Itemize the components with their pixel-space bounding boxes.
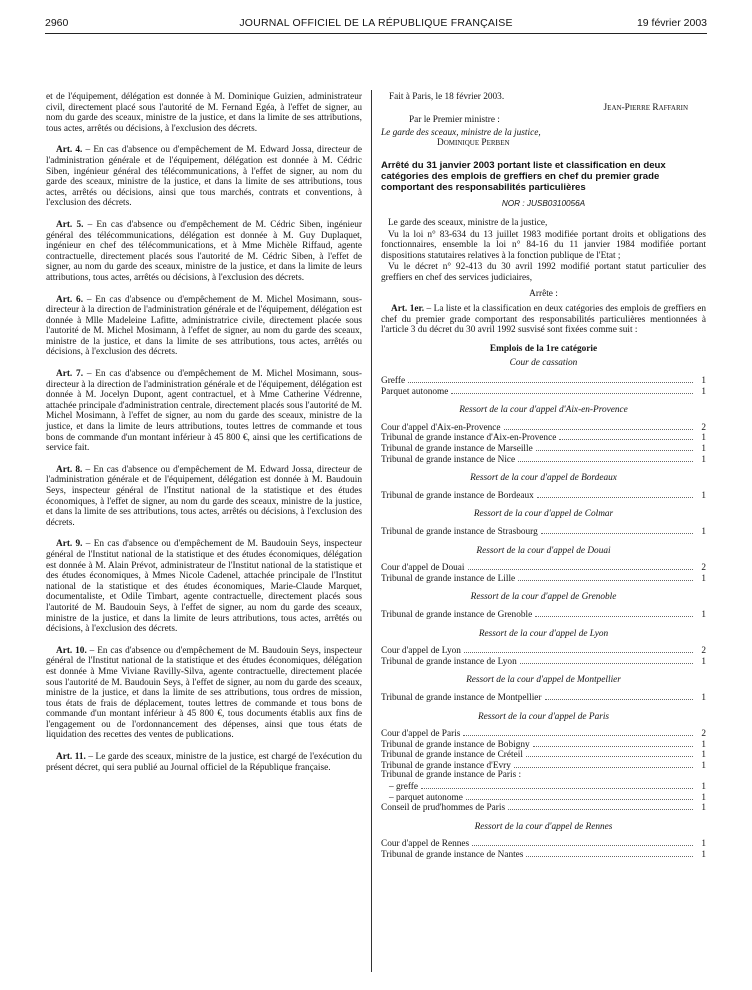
section-title: Ressort de la cour d'appel de Grenoble (470, 592, 617, 603)
dot-leader (451, 385, 693, 394)
table-row (381, 561, 706, 572)
article-paragraph (46, 295, 362, 359)
article-text: – En cas d'absence ou d'empêchement de M. Michel Mosimann, sous-directeur à la direction de l'administration générale et de l'équipement, délégation est donnée à M. Jocelyn Dupont, agent contractuel, et à Mme Catherine Védrenne, attachée principale d'administration centrale, directement placés sous l'autorité de M. Michel Mosimann, à l'effet de signer, au nom du garde des sceaux, ministre de la justice, et dans la limite de leurs attributions, toutes lettres de commande et tous bons de commande d'un montant inférieur à 45 800 €, ainsi que les certifications de service fait. (46, 369, 362, 454)
article-number: Art. 10. (56, 645, 87, 656)
article-text: – En cas d'absence ou d'empêchement de M. Michel Mosimann, sous-directeur à la direction de l'administration générale et de l'équipement, délégation est donnée à Mlle Madeleine Lafitte, administratrice civile, directement placée sous l'autorité de M. Michel Mosimann, à l'effet de signer, au nom du garde des sceaux, ministre de la justice, et dans la limite de ses attributions, tous actes, arrêtés ou décisions, à l'exclusion des décrets. (46, 294, 362, 358)
section-title: Ressort de la cour d'appel de Paris (477, 711, 610, 722)
row-count: 1 (701, 792, 706, 803)
row-count: 1 (701, 739, 706, 750)
dot-leader (508, 801, 693, 810)
row-label: Cour d'appel de Lyon (381, 646, 461, 657)
dot-leader (526, 848, 693, 857)
table-row (381, 801, 706, 812)
article-1 (381, 304, 706, 336)
article-paragraph (46, 646, 362, 741)
row-count: 2 (701, 563, 706, 574)
preamble-paragraph: Vu le décret n° 92-413 du 30 avril 1992 modifié portant statut particulier des greffiers en chef des services judiciaires, (381, 262, 706, 283)
dot-leader (463, 727, 693, 736)
dot-leader (526, 748, 693, 757)
row-label: – parquet autonome (389, 792, 463, 803)
row-count: 2 (701, 646, 706, 657)
article-text: – En cas d'absence ou d'empêchement de M. Edward Jossa, directeur de l'administration générale et de l'équipement, délégation est donnée à M. Baudouin Seys, inspecteur général de l'Institut national de la statistique et des études économiques, à l'effet de signer, au nom du garde des sceaux, ministre de la justice, et dans la limite de ses attributions, tous actes, arrêtés ou décisions, à l'exclusion des décrets. (46, 464, 363, 528)
article-paragraph (46, 539, 362, 634)
row-label: Greffe (381, 376, 406, 387)
article-list (46, 145, 362, 773)
row-label: Tribunal de grande instance de Lyon (381, 656, 517, 667)
row-label: Cour d'appel d'Aix-en-Provence (381, 422, 501, 433)
row-count: 1 (701, 609, 706, 620)
article-text: – En cas d'absence ou d'empêchement de M. Cédric Siben, ingénieur général des télécommunications, délégation est donnée à M. Guy Duplaquet, ingénieur en chef des télécommunications, et à Mme Michèle Riffaud, agente contractuelle, directement placés sous l'autorité de M. Cédric Siben, à l'effet de signer, au nom du garde des sceaux, ministre de la justice, et dans la limite de leurs attributions, tous actes, arrêtés ou décisions, à l'exclusion des décrets. (46, 219, 362, 283)
table-row (381, 727, 706, 738)
section-title: Ressort de la cour d'appel de Douai (476, 545, 611, 556)
preamble-paragraph: Vu la loi n° 83-634 du 13 juillet 1983 modifiée portant droits et obligations des fonctionnaires, ensemble la loi n° 84-16 du 11 janvier 1984 modifiée portant dispositions statutaires relatives à la fonction publique de l'Etat ; (381, 229, 706, 261)
table-row (381, 525, 706, 536)
row-label: – greffe (389, 782, 418, 793)
row-count: 1 (701, 386, 706, 397)
table-row (381, 431, 706, 442)
table-row (381, 453, 706, 464)
intro-paragraph: et de l'équipement, délégation est donnée à M. Dominique Guizien, administrateur civil, directement placé sous l'autorité de M. Fernand Egéa, à l'effet de signer, au nom du garde des sceaux, ministre de la justice, et dans la limite de ses attributions, tous actes, arrêtés ou décisions, à l'exclusion des décrets. (46, 92, 362, 134)
row-count: 1 (701, 760, 706, 771)
table-row (381, 385, 706, 396)
row-label: Tribunal de grande instance de Montpellier (381, 692, 542, 703)
decree-title: Arrêté du 31 janvier 2003 portant liste et classification en deux catégories des emplois de greffiers en chef du premier grade comportant des responsabilités particulières (381, 159, 666, 193)
article-paragraph (46, 220, 362, 284)
article-paragraph (46, 145, 362, 209)
right-column (381, 92, 706, 859)
article-number: Art. 7. (56, 369, 84, 380)
article-1-text: – La liste et la classification en deux catégories des emplois de greffiers en chef du premier grade comportant des responsabilités particulières mentionnées à l'article 3 du décret du 30 avril 1992 susvisé sont fixées comme suit : (381, 304, 706, 336)
article-paragraph (46, 465, 362, 529)
arrete-label: Arrête : (529, 288, 558, 299)
article-number: Art. 5. (56, 219, 84, 230)
dot-leader (408, 374, 693, 383)
article-text: – Le garde des sceaux, ministre de la justice, est chargé de l'exécution du présent décret, qui sera publié au Journal officiel de la République française. (46, 752, 362, 773)
row-count: 1 (701, 573, 706, 584)
row-label: Tribunal de grande instance de Bordeaux (381, 490, 534, 501)
row-count: 1 (701, 433, 706, 444)
row-label: Tribunal de grande instance de Strasbourg (381, 527, 538, 538)
table-row (381, 691, 706, 702)
article-1-number: Art. 1er. (391, 304, 425, 315)
row-count: 1 (701, 490, 706, 501)
row-count: 1 (701, 527, 706, 538)
table-row (381, 837, 706, 848)
section-title: Ressort de la cour d'appel de Lyon (478, 628, 609, 639)
section-title: Ressort de la cour d'appel de Colmar (473, 509, 614, 520)
dot-leader (545, 691, 693, 700)
table-row (381, 770, 706, 781)
header-rule (45, 33, 707, 34)
preamble (381, 218, 706, 284)
dot-leader (537, 489, 693, 498)
table-row (381, 644, 706, 655)
category-title: Emplois de la 1re catégorie (489, 343, 598, 354)
row-count: 2 (701, 729, 706, 740)
row-count: 1 (701, 444, 706, 455)
table-row (381, 442, 706, 453)
table-row (381, 780, 706, 791)
table-row (381, 848, 706, 859)
row-count: 2 (701, 422, 706, 433)
article-paragraph (46, 369, 362, 454)
row-count: 1 (701, 750, 706, 761)
signature-pm-name: Jean-Pierre Raffarin (603, 102, 688, 113)
nor-reference: NOR : JUSB0310056A (501, 199, 586, 209)
row-label: Cour d'appel de Paris (381, 729, 461, 740)
row-label: Tribunal de grande instance de Bobigny (381, 739, 530, 750)
row-count: 1 (701, 454, 706, 465)
row-label: Tribunal de grande instance de Créteil (381, 750, 523, 761)
row-count: 1 (701, 692, 706, 703)
article-number: Art. 9. (56, 539, 83, 550)
page-number: 2960 (45, 17, 69, 29)
article-text: – En cas d'absence ou d'empêchement de M. Baudouin Seys, inspecteur général de l'Institut national de la statistique et des études économiques, délégation est donnée à Mme Viviane Ravilly-Silva, agente contractuelle, directement placée sous l'autorité de M. Baudouin Seys, à l'effet de signer, au nom du garde des sceaux, ministre de la justice, et dans la limite de ses attributions, tous ordres de mission, tous états de frais de déplacement, toutes lettres de commande et tous bons de commande d'un montant inférieur à 45 800 €, tous documents établis aux fins de l'engagement ou de l'ordonnancement des dépenses, ainsi que tous états de liquidation des recettes des ventes de publications. (46, 645, 362, 741)
signature-by-pm: Par le Premier ministre : (409, 115, 500, 126)
table-row (381, 759, 706, 770)
section-title: Ressort de la cour d'appel de Bordeaux (470, 473, 617, 484)
row-label: Tribunal de grande instance de Nice (381, 454, 516, 465)
article-text: – En cas d'absence ou d'empêchement de M. Baudouin Seys, inspecteur général de l'Institut national de la statistique et des études économiques, délégation est donnée à M. Alain Prévot, administrateur de l'Institut national de la statistique et des études économiques, à Mmes Nicole Cadenel, attachée principale de l'Institut national de la statistique et des études économiques, Marie-Claude Marquet, documentaliste, et Odile Timbart, agente contractuelle, directement placés sous l'autorité de M. Baudouin Seys, à l'effet de signer, au nom du garde des sceaux, ministre de la justice, et dans la limite de leurs attributions, tous actes, arrêtés ou décisions, à l'exclusion des décrets. (46, 539, 362, 635)
row-count: 1 (701, 803, 706, 814)
dot-leader (466, 791, 693, 800)
signature-place-date: Fait à Paris, le 18 février 2003. (389, 92, 505, 102)
left-column (46, 92, 362, 784)
row-count: 1 (701, 376, 706, 387)
row-count: 1 (701, 656, 706, 667)
dot-leader (472, 837, 693, 846)
section-title: Ressort de la cour d'appel d'Aix-en-Provence (459, 405, 628, 416)
dot-leader (541, 525, 693, 534)
signature-minister-title: Le garde des sceaux, ministre de la justice, (381, 127, 541, 138)
table-row (381, 572, 706, 583)
article-paragraph (46, 752, 362, 773)
row-label: Conseil de prud'hommes de Paris (381, 803, 506, 814)
table-row (381, 738, 706, 749)
row-label: Tribunal de grande instance d'Aix-en-Provence (381, 433, 557, 444)
dot-leader (559, 431, 693, 440)
section-title: Ressort de la cour d'appel de Montpellier (466, 675, 621, 686)
table-row (381, 421, 706, 432)
dot-leader (421, 780, 693, 789)
dot-leader (535, 608, 693, 617)
article-number: Art. 8. (56, 464, 83, 475)
article-number: Art. 11. (56, 752, 86, 763)
dot-leader (518, 572, 693, 581)
table-row (381, 374, 706, 385)
section-title: Cour de cassation (509, 358, 578, 369)
row-count: 1 (701, 839, 706, 850)
dot-leader (504, 421, 693, 430)
table-row (381, 489, 706, 500)
row-count: 1 (701, 782, 706, 793)
journal-title: JOURNAL OFFICIEL DE LA RÉPUBLIQUE FRANÇAISE (239, 17, 513, 29)
row-label: Cour d'appel de Rennes (381, 839, 470, 850)
table-row (381, 655, 706, 666)
dot-leader (468, 561, 693, 570)
row-label: Parquet autonome (381, 386, 449, 397)
table-row (381, 608, 706, 619)
dot-leader (520, 655, 693, 664)
signature-minister-name: Dominique Perben (437, 138, 510, 149)
row-label: Tribunal de grande instance de Marseille (381, 444, 533, 455)
row-label: Tribunal de grande instance de Grenoble (381, 609, 533, 620)
table-row (381, 791, 706, 802)
dot-leader (536, 442, 693, 451)
dot-leader (514, 759, 693, 768)
table-row (381, 748, 706, 759)
dot-leader (533, 738, 693, 747)
article-number: Art. 6. (56, 294, 84, 305)
row-label: Cour d'appel de Douai (381, 563, 465, 574)
section-title: Ressort de la cour d'appel de Rennes (474, 821, 613, 832)
preamble-paragraph: Le garde des sceaux, ministre de la justice, (388, 217, 548, 228)
positions-table (381, 358, 706, 861)
row-label: Tribunal de grande instance d'Evry (381, 760, 511, 771)
row-label: Tribunal de grande instance de Lille (381, 573, 516, 584)
row-label: Tribunal de grande instance de Paris : (381, 769, 522, 780)
row-label: Tribunal de grande instance de Nantes (381, 850, 524, 861)
dot-leader (518, 453, 693, 462)
row-count: 1 (701, 850, 706, 861)
article-number: Art. 4. (56, 145, 83, 156)
article-text: – En cas d'absence ou d'empêchement de M. Edward Jossa, directeur de l'administration générale et de l'équipement, délégation est donnée à M. Cédric Siben, ingénieur général des télécommunications, à l'effet de signer, au nom du garde des sceaux, ministre de la justice, et dans la limite de ses attributions, tous actes, arrêtés ou décisions, ainsi que tous marchés, contrats et conventions, à l'exclusion des décrets. (46, 145, 363, 209)
issue-date: 19 février 2003 (636, 17, 707, 29)
dot-leader (464, 644, 693, 653)
column-divider (371, 90, 372, 972)
page-header (45, 17, 707, 33)
